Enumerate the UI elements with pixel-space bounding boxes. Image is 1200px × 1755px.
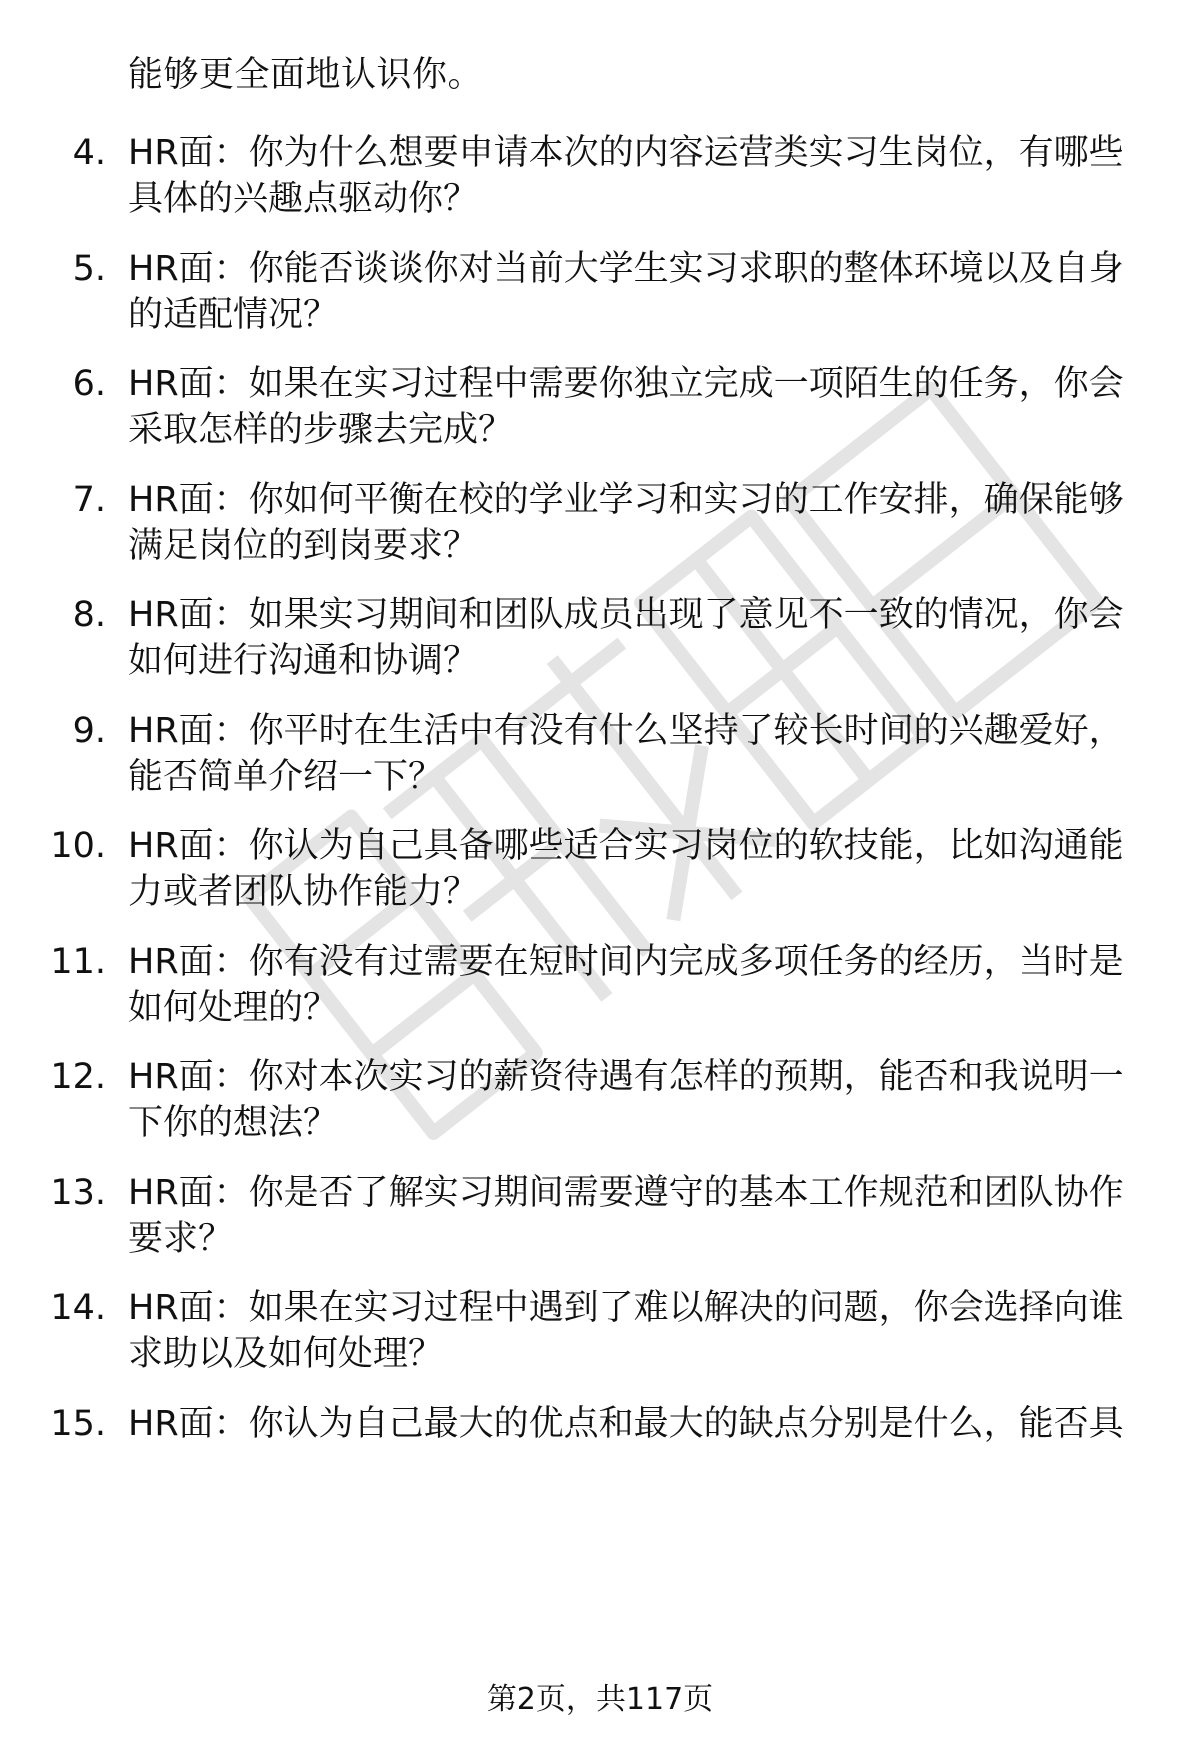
question-text [128, 1285, 1158, 1377]
question-line: HR面：如果在实习过程中遇到了难以解决的问题，你会选择向谁 [128, 1288, 1124, 1328]
question-line: HR面：你平时在生活中有没有什么坚持了较长时间的兴趣爱好， [128, 711, 1124, 751]
question-line: 能否简单介绍一下？ [128, 757, 444, 797]
question-number: 7. [72, 480, 106, 520]
question-number: 8. [72, 595, 106, 635]
question-text [128, 708, 1158, 800]
question-line: 力或者团队协作能力？ [128, 872, 479, 912]
question-line: HR面：你对本次实习的薪资待遇有怎样的预期，能否和我说明一 [128, 1057, 1124, 1097]
question-line: 要求？ [128, 1219, 234, 1259]
question-line: HR面：你认为自己具备哪些适合实习岗位的软技能，比如沟通能 [128, 826, 1124, 866]
question-text [128, 823, 1158, 915]
question-line: HR面：你为什么想要申请本次的内容运营类实习生岗位，有哪些 [128, 133, 1124, 173]
question-line: HR面：如果实习期间和团队成员出现了意见不一致的情况，你会 [128, 595, 1124, 635]
question-number: 13. [50, 1173, 106, 1213]
question-line: HR面：如果在实习过程中需要你独立完成一项陌生的任务，你会 [128, 364, 1124, 404]
question-line: HR面：你认为自己最大的优点和最大的缺点分别是什么，能否具 [128, 1404, 1124, 1444]
question-line: 的适配情况？ [128, 295, 339, 335]
question-line: HR面：你有没有过需要在短时间内完成多项任务的经历，当时是 [128, 942, 1124, 982]
question-line: 如何进行沟通和协调？ [128, 641, 479, 681]
question-number: 5. [72, 249, 106, 289]
question-number: 4. [72, 133, 106, 173]
question-line: HR面：你如何平衡在校的学业学习和实习的工作安排，确保能够 [128, 480, 1124, 520]
question-text [128, 1401, 1158, 1447]
question-number: 6. [72, 364, 106, 404]
question-text [128, 592, 1158, 684]
question-line: 采取怎样的步骤去完成？ [128, 410, 514, 450]
question-number: 15. [50, 1404, 106, 1444]
question-text [128, 477, 1158, 569]
question-number: 11. [50, 942, 106, 982]
question-number: 9. [72, 711, 106, 751]
question-line: 下你的想法？ [128, 1103, 339, 1143]
continuation-text: 能够更全面地认识你。 [128, 55, 484, 95]
question-line: HR面：你是否了解实习期间需要遵守的基本工作规范和团队协作 [128, 1173, 1124, 1213]
question-line: 求助以及如何处理？ [128, 1334, 444, 1374]
question-line: 具体的兴趣点驱动你？ [128, 179, 479, 219]
question-number: 12. [50, 1057, 106, 1097]
question-line: 如何处理的？ [128, 988, 339, 1028]
question-text [128, 1170, 1158, 1262]
question-line: HR面：你能否谈谈你对当前大学生实习求职的整体环境以及自身 [128, 249, 1124, 289]
question-text [128, 1054, 1158, 1146]
question-number: 10. [50, 826, 106, 866]
question-text [128, 361, 1158, 453]
question-number: 14. [50, 1288, 106, 1328]
page-footer: 第2页，共117页 [486, 1682, 714, 1717]
question-text [128, 246, 1158, 338]
question-text [128, 939, 1158, 1031]
question-line: 满足岗位的到岗要求？ [128, 526, 479, 566]
question-text [128, 130, 1158, 222]
